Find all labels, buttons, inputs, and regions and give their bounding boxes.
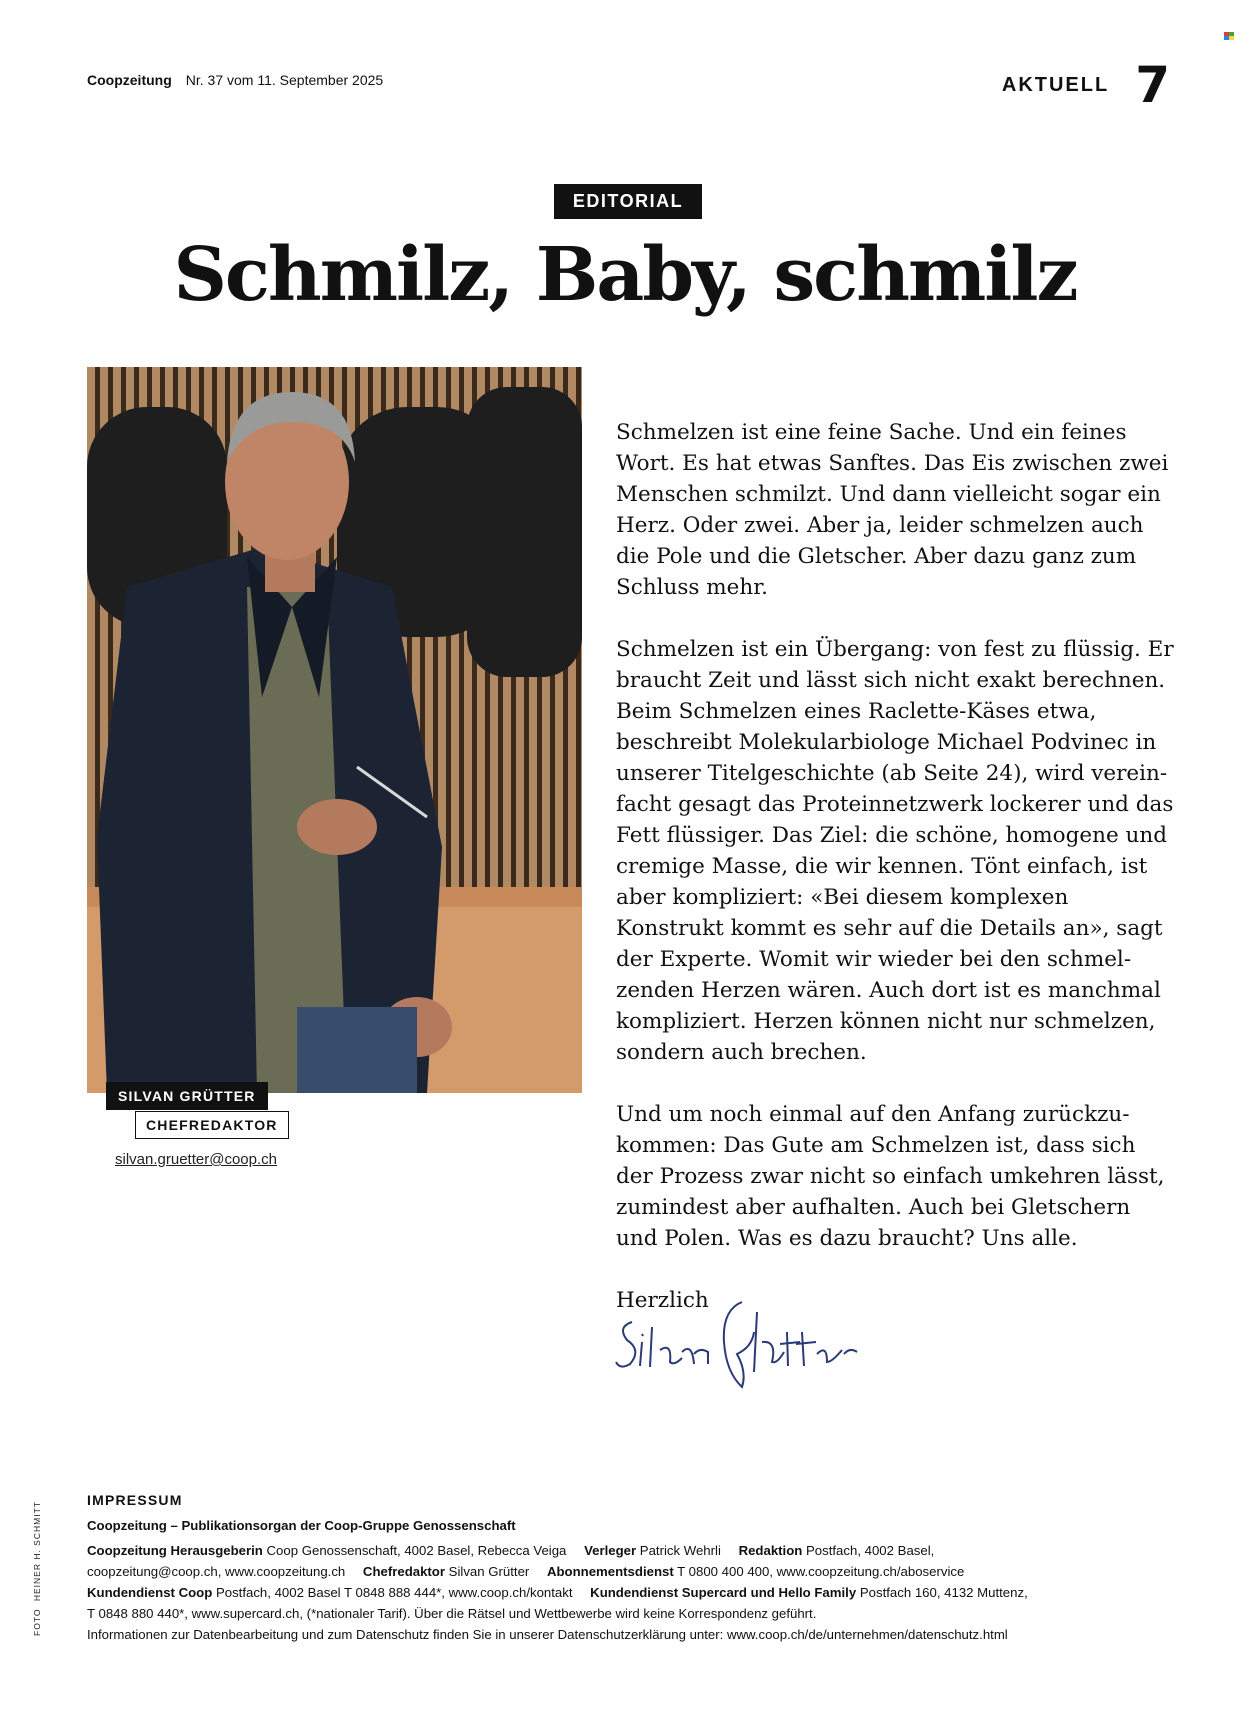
impressum-subtitle: Coopzeitung – Publikationsorgan der Coop-Gruppe Genossenschaft — [87, 1518, 516, 1533]
impressum-line-3 — [87, 1582, 1187, 1603]
photo-credit — [32, 1501, 42, 1636]
issue-info: Nr. 37 vom 11. September 2025 — [185, 72, 384, 88]
kicker-badge: EDITORIAL — [554, 184, 702, 219]
publication-name: Coopzeitung — [87, 72, 172, 88]
impressum-title: IMPRESSUM — [87, 1492, 183, 1508]
author-signature — [612, 1292, 872, 1392]
publisher-label: Coopzeitung Herausgeberin — [87, 1543, 263, 1558]
abo-value[interactable]: T 0800 400 400, www.coopzeitung.ch/aboservice — [677, 1564, 965, 1579]
headline: Schmilz, Baby, schmilz — [173, 232, 1077, 318]
masthead — [87, 72, 383, 88]
kd-supercard-label: Kundendienst Supercard und Hello Family — [590, 1585, 857, 1600]
paragraph-1: Schmelzen ist eine feine Sache. Und ein feines Wort. Es hat etwas Sanftes. Das Eis zwischen zwei Menschen schmilzt. Und dann vielleicht sogar ein Herz. Oder zwei. Aber ja, leider schmelzen auch die Pole und die Gletscher. Aber dazu ganz zum Schluss mehr. — [616, 420, 1169, 600]
section-header — [1001, 56, 1170, 114]
color-registration-icon — [1224, 32, 1234, 40]
closing-greeting: Herzlich — [616, 1288, 709, 1313]
redaktion-label: Redaktion — [738, 1543, 803, 1558]
page-number: 7 — [1135, 56, 1170, 114]
abo-label: Abonnementsdienst — [546, 1564, 674, 1579]
impressum-line-4[interactable]: T 0848 880 440*, www.supercard.ch, (*nationaler Tarif). Über die Rätsel und Wettbewerbe wird keine Korrespondenz geführt. — [87, 1606, 817, 1621]
paragraph-2: Schmelzen ist ein Übergang: von fest zu flüssig. Er braucht Zeit und lässt sich nicht exakt berechnen. Beim Schmelzen eines Raclette-Käses etwa, beschreibt Molekularbiologe Michael Podvinec in unserer Titelgeschichte (ab Seite 24), wird vereinfacht gesagt das Proteinnetzwerk lockerer und das Fett flüssiger. Das Ziel: die schöne, homogene und cremige Masse, die wir kennen. Tönt einfach, ist aber kompliziert: «Bei diesem komplexen Konstrukt kommt es sehr auf die Details an», sagt der Experte. Womit wir wieder bei den schmelzenden Herzen wären. Auch dort ist es manchmal kompliziert. Herzen können nicht nur schmelzen, sondern auch brechen. — [616, 637, 1174, 1065]
redaktion-value: Postfach, 4002 Basel, — [806, 1543, 935, 1558]
impressum-privacy[interactable]: Informationen zur Datenbearbeitung und zum Datenschutz finden Sie in unserer Datenschutzerklärung unter: www.coop.ch/de/unternehmen/datenschutz.html — [87, 1627, 1008, 1642]
impressum — [87, 1490, 1187, 1645]
author-photo — [87, 367, 582, 1093]
editorial-body — [616, 417, 1176, 1324]
verleger-label: Verleger — [584, 1543, 637, 1558]
impressum-line-2 — [87, 1561, 1187, 1582]
author-email-link[interactable]: silvan.gruetter@coop.ch — [115, 1151, 277, 1168]
kd-coop-value[interactable]: Postfach, 4002 Basel T 0848 888 444*, www.coop.ch/kontakt — [215, 1585, 573, 1600]
paragraph-3: Und um noch einmal auf den Anfang zurückzukommen: Das Gute am Schmelzen ist, dass sich der Prozess zwar nicht so einfach umkehren lässt, zumindest aber aufhalten. Auch bei Gletschern und Polen. Was es dazu braucht? Uns alle. — [616, 1102, 1165, 1251]
kd-coop-label: Kundendienst Coop — [87, 1585, 213, 1600]
chefredaktor-label: Chefredaktor — [362, 1564, 445, 1579]
section-label: AKTUELL — [1001, 73, 1110, 96]
author-photo-illustration — [87, 367, 582, 1093]
redaktion-contact[interactable]: coopzeitung@coop.ch, www.coopzeitung.ch — [87, 1564, 346, 1579]
author-role-tag: CHEFREDAKTOR — [135, 1111, 289, 1139]
publisher-value: Coop Genossenschaft, 4002 Basel, Rebecca Veiga — [266, 1543, 567, 1558]
chefredaktor-value: Silvan Grütter — [448, 1564, 530, 1579]
verleger-value: Patrick Wehrli — [639, 1543, 721, 1558]
impressum-line-1 — [87, 1540, 1187, 1561]
author-name-tag: SILVAN GRÜTTER — [106, 1082, 268, 1110]
photo-credit-name: HEINER H. SCHMITT — [32, 1501, 42, 1602]
kd-supercard-value: Postfach 160, 4132 Muttenz, — [859, 1585, 1028, 1600]
photo-credit-label: FOTO — [32, 1608, 42, 1636]
